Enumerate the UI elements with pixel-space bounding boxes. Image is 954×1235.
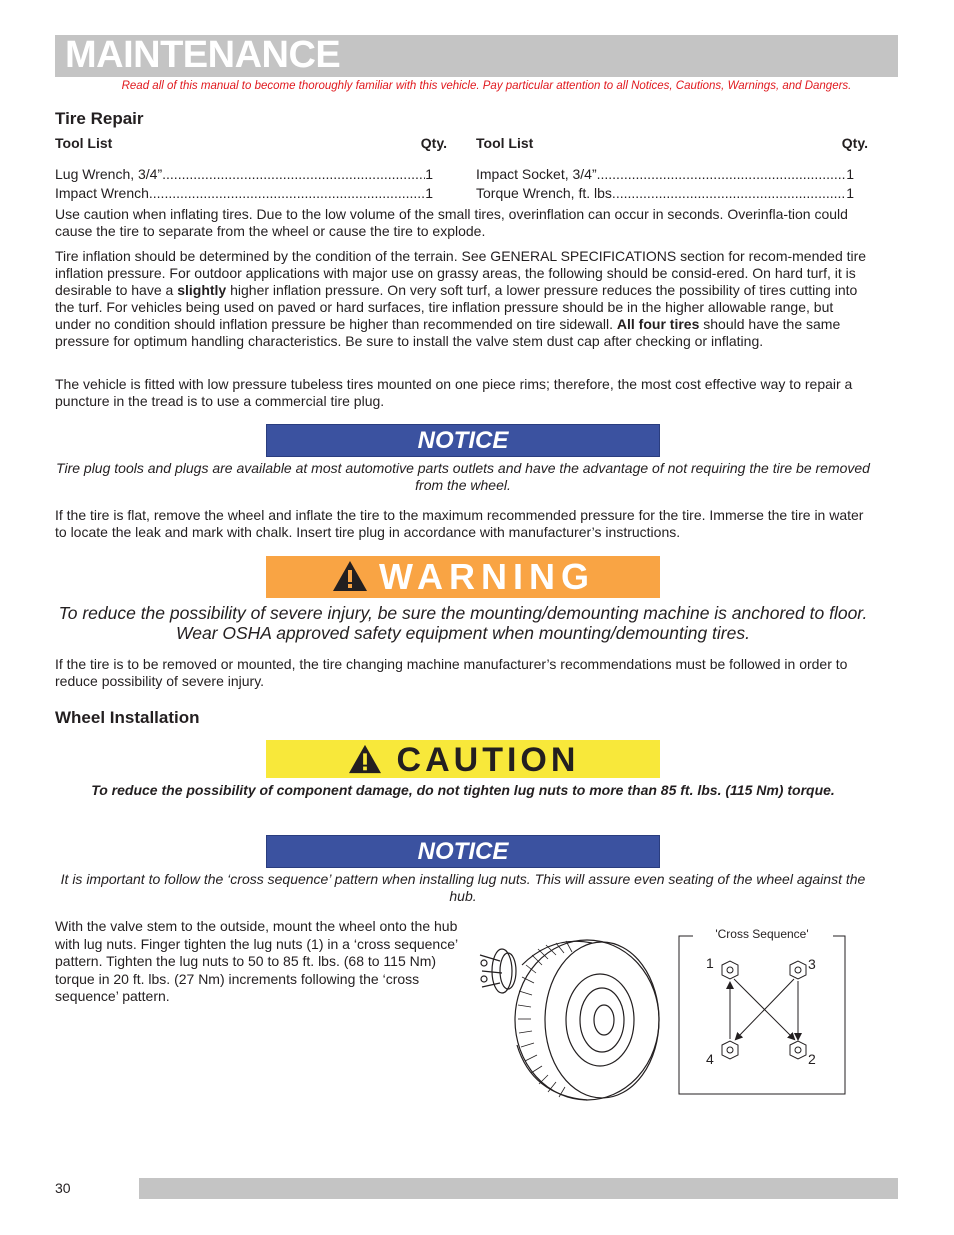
caution-box [266, 740, 660, 778]
lug-nut-paragraph: With the valve stem to the outside, mount the wheel onto the hub with lug nuts. Finger tighten the lug nuts (1) in a ‘cross sequence’ pattern. Tighten the lug nuts to 50 to 85 ft. lbs. (68 to 115 Nm) torque in 20 ft. lbs. (27 Nm) increments following the ‘cross sequence’ pattern. [55, 918, 458, 1004]
flat-tire-paragraph: If the tire is flat, remove the wheel and inflate the tire to the maximum recommended pressure for the tire. Immerse the tire in water to locate the leak and mark with chalk. Insert tire plug in accordance with manufacturer’s instructions. [55, 507, 864, 540]
tool-row: Impact Socket, 3/4” ..... 1 [476, 165, 868, 184]
notice-box [266, 424, 660, 457]
footer-bar [139, 1178, 898, 1199]
wheel-installation-heading: Wheel Installation [55, 708, 200, 727]
warning-text: To reduce the possibility of severe injury, be sure the mounting/demounting machine is anchored to floor. Wear OSHA approved safety equipment when mounting/demounting tires. [58, 603, 868, 643]
notice-text: Tire plug tools and plugs are available at most automotive parts outlets and have the advantage of not requiring the tire be removed from the wheel. [56, 460, 870, 493]
lug-nut-label: 2 [808, 1051, 816, 1067]
lug-nut-label: 3 [808, 956, 816, 972]
page-title: MAINTENANCE [65, 34, 341, 76]
inflation-paragraph: Tire inflation should be determined by the condition of the terrain. See GENERAL SPECIFICATIONS section for recom-mended tire inflation pressure. For outdoor applications with major use on grassy areas, the following should be consid-ered. On hard turf, it is desirable to have a slightly higher inflation pressure. On very soft turf, a lower pressure reduces the possibility of tires cutting into the turf. For vehicles being used on paved or hard surfaces, tire inflation pressure should be in the higher allowable range, but under no condition should inflation pressure be higher than recommended on tire sidewall. All four tires should have the same pressure for optimum handling characteristics. Be sure to install the valve stem dust cap after checking or inflating. [55, 248, 867, 349]
lug-nut-label: 4 [706, 1051, 714, 1067]
tool-list-label: Tool List [55, 135, 113, 151]
page-number: 30 [55, 1180, 71, 1196]
read-manual-note: Read all of this manual to become thoroughly familiar with this vehicle. Pay particular attention to all Notices, Cautions, Warnings, and Dangers. [121, 80, 852, 92]
warning-triangle-icon [331, 559, 369, 593]
notice-label: NOTICE [417, 838, 509, 865]
tool-row: Torque Wrench, ft. lbs. ..... 1 [476, 184, 868, 203]
notice-label: NOTICE [417, 427, 509, 454]
tubeless-paragraph: The vehicle is fitted with low pressure tubeless tires mounted on one piece rims; therefore, the most cost effective way to repair a puncture in the tread is to use a commercial tire plug. [55, 376, 853, 409]
caution-text: To reduce the possibility of component damage, do not tighten lug nuts to more than 85 ft. lbs. (115 Nm) torque. [91, 782, 835, 798]
tool-list-right [476, 135, 868, 203]
tool-row: Impact Wrench ..... 1 [55, 184, 447, 203]
warning-label: WARNING [379, 556, 595, 597]
wheel-illustration [472, 935, 672, 1105]
notice-box [266, 835, 660, 868]
qty-label: Qty. [841, 135, 868, 151]
caution-label: CAUTION [396, 741, 580, 779]
overinflation-paragraph: Use caution when inflating tires. Due to the low volume of the small tires, overinflation can occur in seconds. Overinfla-tion could cause the tire to separate from the wheel or cause the tire to explode. [55, 206, 848, 239]
tire-changer-paragraph: If the tire is to be removed or mounted, the tire changing machine manufacturer’s recommendations must be followed in order to reduce possibility of severe injury. [55, 656, 848, 689]
cross-sequence-title: 'Cross Sequence' [715, 927, 809, 941]
tire-repair-heading: Tire Repair [55, 109, 144, 128]
caution-triangle-icon [347, 743, 383, 775]
tool-row: Lug Wrench, 3/4” ..... 1 [55, 165, 447, 184]
tool-list-left [55, 135, 447, 203]
notice-text: It is important to follow the ‘cross sequence’ pattern when installing lug nuts. This will assure even seating of the wheel against the hub. [60, 871, 866, 904]
lug-nut-label: 1 [706, 955, 714, 971]
tool-list-label: Tool List [476, 135, 534, 151]
warning-box [266, 556, 660, 598]
qty-label: Qty. [420, 135, 447, 151]
